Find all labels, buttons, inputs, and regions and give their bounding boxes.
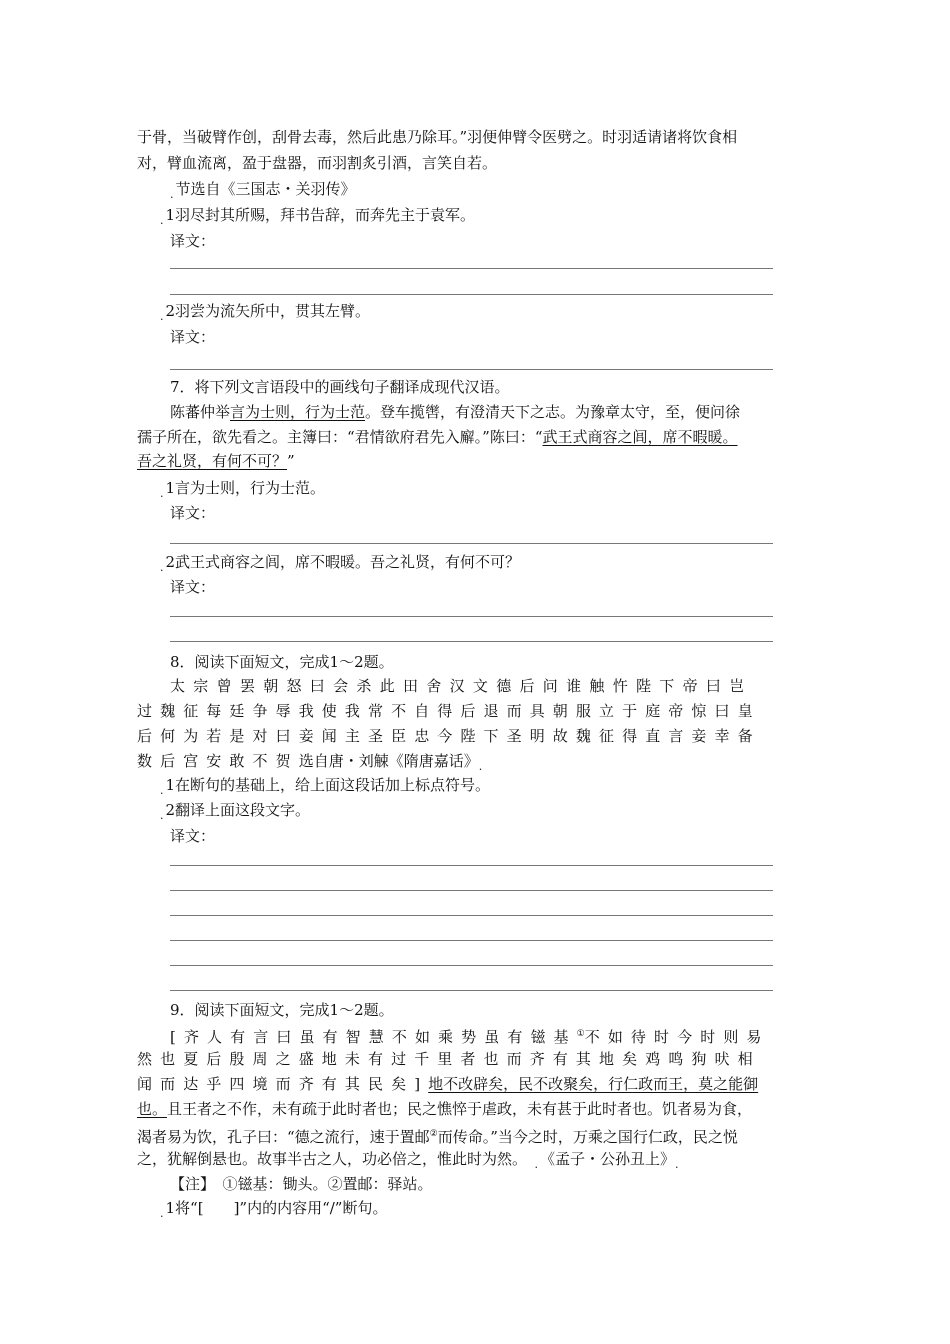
answer-line[interactable] xyxy=(170,616,773,617)
answer-line[interactable] xyxy=(170,865,773,866)
answer-line[interactable] xyxy=(170,990,773,991)
answer-line[interactable] xyxy=(170,543,773,544)
passage-line: 数后宫安敢不贺选自唐・刘觫《隋唐嘉话》$_.$ xyxy=(137,752,483,773)
sub-question: $_.$ 2羽尝为流矢所中，贯其左臂。 xyxy=(160,302,371,323)
passage-line: 渴者易为饮，孔子曰：“德之流行，速于置邮②而传命。”当今之时，万乘之国行仁政，民之悦 xyxy=(137,1128,738,1146)
answer-line[interactable] xyxy=(170,940,773,941)
underlined-sentence: 也。 xyxy=(137,1100,168,1118)
passage-line: 吾之礼贤，有何不可？” xyxy=(137,452,295,470)
underlined-sentence: 言为士则，行为士范 xyxy=(230,403,366,421)
sub-question: $_.$ 1在断句的基础上，给上面这段话加上标点符号。 xyxy=(160,776,491,797)
source-citation: $_.$ 节选自《三国志・关羽传》 xyxy=(170,180,356,201)
underlined-sentence: 武王式商容之闾，席不暇暖。 xyxy=(542,428,738,446)
translation-label: 译文： xyxy=(170,578,216,596)
question-title: 8．阅读下面短文，完成1～2题。 xyxy=(170,653,394,671)
question-title: 9．阅读下面短文，完成1～2题。 xyxy=(170,1001,394,1019)
sub-question: $_.$ 2武王式商容之闾，席不暇暖。吾之礼贤，有何不可？ xyxy=(160,553,521,574)
footnote-marker: ② xyxy=(429,1129,438,1139)
passage-line: 也。且王者之不作，未有疏于此时者也；民之憔悴于虐政，未有甚于此时者也。饥者易为食， xyxy=(137,1100,753,1118)
answer-line[interactable] xyxy=(170,915,773,916)
answer-line[interactable] xyxy=(170,268,773,269)
answer-line[interactable] xyxy=(170,369,773,370)
translation-label: 译文： xyxy=(170,504,216,522)
source-citation: 选自唐・刘觫《隋唐嘉话》 xyxy=(298,752,479,770)
footnote: 【注】 ①镃基：锄头。②置邮：驿站。 xyxy=(170,1175,433,1193)
underlined-sentence: 吾之礼贤，有何不可？ xyxy=(137,452,288,470)
footnote-marker: ① xyxy=(576,1029,585,1039)
translation-label: 译文： xyxy=(170,232,216,250)
answer-line[interactable] xyxy=(170,890,773,891)
passage-line: 于骨，当破臂作创，刮骨去毒，然后此患乃除耳。”羽便伸臂令医劈之。时羽适请诸将饮食相 xyxy=(137,128,738,146)
answer-line[interactable] xyxy=(170,294,773,295)
sub-question: $_.$ 1将“[ ]”内的内容用“/”断句。 xyxy=(160,1199,388,1220)
passage-line: 然也夏后殷周之盛地未有过千里者也而齐有其地矣鸡鸣狗吠相 xyxy=(137,1050,761,1068)
passage-line: 之，犹解倒悬也。故事半古之人，功必倍之，惟此时为然。 $_.$ 《孟子・公孙丑上》$_.$ xyxy=(137,1150,679,1171)
answer-line[interactable] xyxy=(170,641,773,642)
question-title: 7．将下列文言语段中的画线句子翻译成现代汉语。 xyxy=(170,378,510,396)
passage-line: [齐人有言曰虽有智慧不如乘势虽有镃基①不如待时今时则易 xyxy=(170,1028,770,1046)
translation-label: 译文： xyxy=(170,328,216,346)
passage-line: 太宗曾罢朝怒曰会杀此田舍汉文德后问谁触忤陛下帝曰岂 xyxy=(170,677,753,695)
underlined-sentence: 地不改辟矣，民不改聚矣，行仁政而王，莫之能御 xyxy=(428,1075,759,1093)
passage-line: 闻而达乎四境而齐有其民矣]地不改辟矣，民不改聚矣，行仁政而王，莫之能御 xyxy=(137,1075,759,1093)
passage-line: 陈蕃仲举言为士则，行为士范。登车揽辔，有澄清天下之志。为豫章太守，至，便问徐 xyxy=(170,403,741,421)
source-citation: 《孟子・公孙丑上》 xyxy=(540,1150,676,1168)
answer-line[interactable] xyxy=(170,965,773,966)
sub-question: $_.$ 1言为士则，行为士范。 xyxy=(160,479,326,500)
passage-line: 后何为若是对曰妾闻主圣臣忠今陛下圣明故魏征得直言妾幸备 xyxy=(137,727,761,745)
passage-line: 对，臂血流离，盈于盘器，而羽割炙引酒，言笑自若。 xyxy=(137,154,498,172)
translation-label: 译文： xyxy=(170,827,216,845)
sub-question: $_.$ 2翻译上面这段文字。 xyxy=(160,801,311,822)
passage-line: 孺子所在，欲先看之。主簿曰：“君情欲府君先入廨。”陈曰：“武王式商容之闾，席不暇暖。 xyxy=(137,428,738,446)
passage-line: 过魏征每廷争辱我使我常不自得后退而具朝服立于庭帝惊曰皇 xyxy=(137,702,761,720)
sub-question: $_.$ 1羽尽封其所赐，拜书告辞，而奔先主于袁军。 xyxy=(160,206,476,227)
